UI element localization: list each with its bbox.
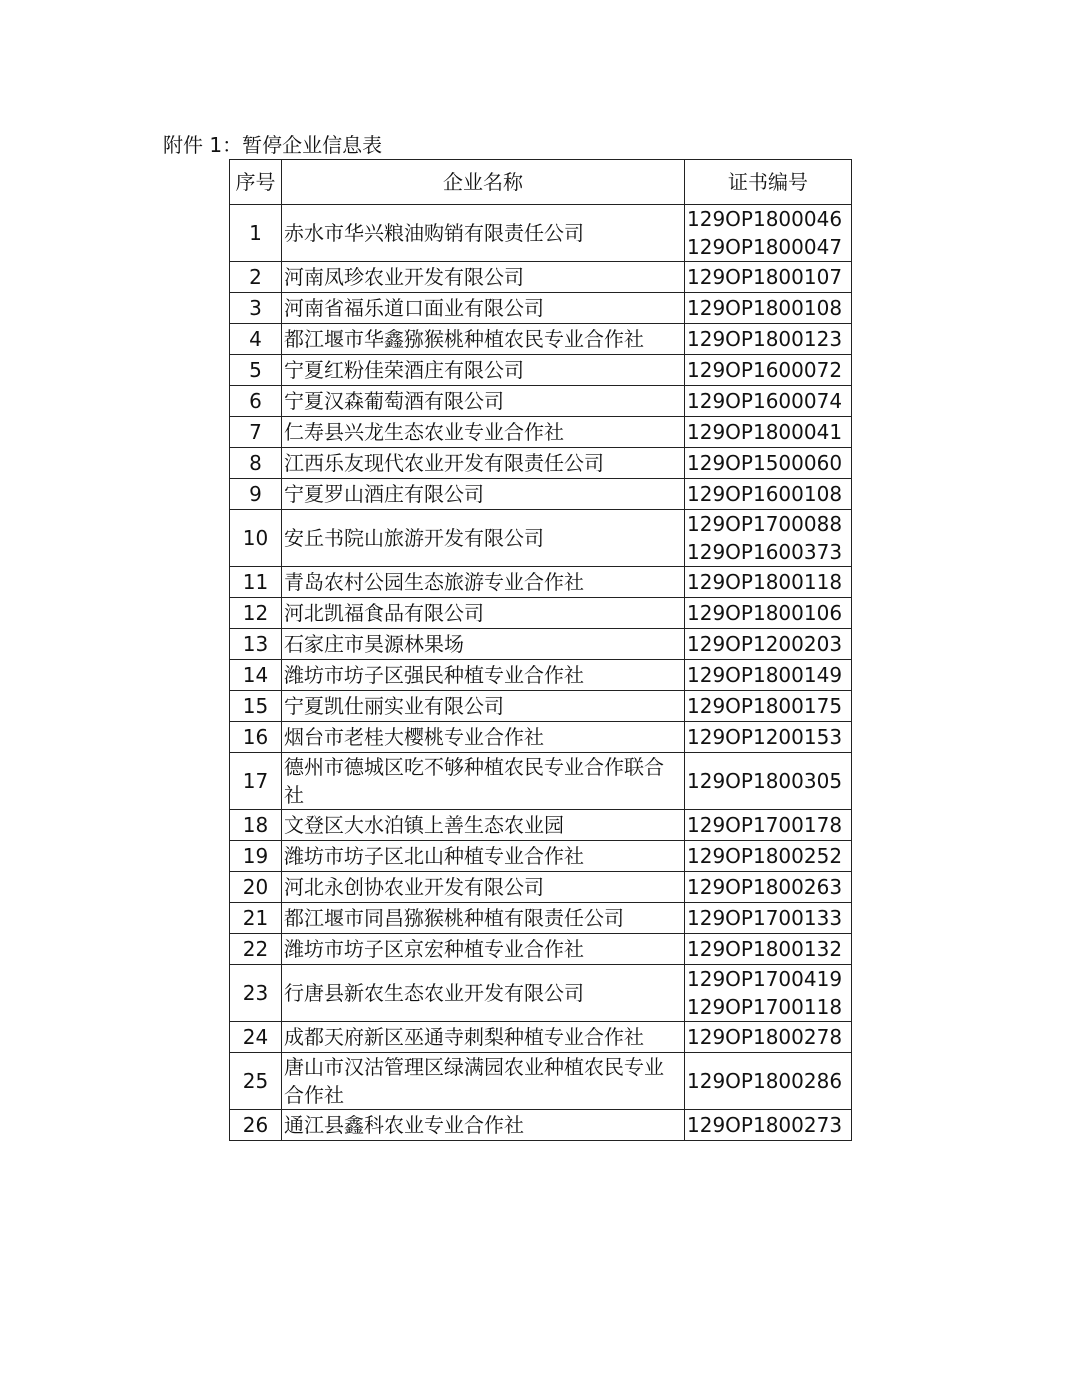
table-row xyxy=(230,753,852,810)
table-row xyxy=(230,629,852,660)
certificate-number: 129OP1700088 xyxy=(687,512,843,536)
row-number: 13 xyxy=(230,629,282,660)
table-row xyxy=(230,722,852,753)
row-number: 4 xyxy=(230,324,282,355)
header-name: 企业名称 xyxy=(282,160,685,205)
row-number: 7 xyxy=(230,417,282,448)
table-row xyxy=(230,934,852,965)
enterprise-name: 石家庄市昊源林果场 xyxy=(282,629,685,660)
certificate-cell xyxy=(685,1053,852,1110)
row-number: 14 xyxy=(230,660,282,691)
enterprise-name: 仁寿县兴龙生态农业专业合作社 xyxy=(282,417,685,448)
certificate-cell xyxy=(685,965,852,1022)
certificate-number: 129OP1600074 xyxy=(687,389,843,413)
table-row xyxy=(230,262,852,293)
enterprise-name: 河北凯福食品有限公司 xyxy=(282,598,685,629)
certificate-cell xyxy=(685,660,852,691)
table-row xyxy=(230,660,852,691)
certificate-cell xyxy=(685,722,852,753)
row-number: 5 xyxy=(230,355,282,386)
certificate-number: 129OP1600373 xyxy=(687,540,843,564)
enterprise-name: 唐山市汉沽管理区绿满园农业种植农民专业合作社 xyxy=(282,1053,685,1110)
enterprise-table xyxy=(229,159,852,1141)
certificate-number: 129OP1800175 xyxy=(687,694,843,718)
table-row xyxy=(230,386,852,417)
row-number: 1 xyxy=(230,205,282,262)
table-row xyxy=(230,965,852,1022)
row-number: 9 xyxy=(230,479,282,510)
table-body xyxy=(230,205,852,1141)
row-number: 12 xyxy=(230,598,282,629)
certificate-number: 129OP1800107 xyxy=(687,265,843,289)
enterprise-name: 宁夏汉森葡萄酒有限公司 xyxy=(282,386,685,417)
certificate-cell xyxy=(685,872,852,903)
row-number: 6 xyxy=(230,386,282,417)
certificate-cell xyxy=(685,262,852,293)
row-number: 21 xyxy=(230,903,282,934)
row-number: 25 xyxy=(230,1053,282,1110)
row-number: 11 xyxy=(230,567,282,598)
table-row xyxy=(230,691,852,722)
table-row xyxy=(230,324,852,355)
certificate-number: 129OP1800132 xyxy=(687,937,843,961)
enterprise-name: 文登区大水泊镇上善生态农业园 xyxy=(282,810,685,841)
row-number: 20 xyxy=(230,872,282,903)
table-header xyxy=(230,160,852,205)
row-number: 17 xyxy=(230,753,282,810)
enterprise-name: 潍坊市坊子区北山种植专业合作社 xyxy=(282,841,685,872)
certificate-number: 129OP1700118 xyxy=(687,995,843,1019)
enterprise-name: 行唐县新农生态农业开发有限公司 xyxy=(282,965,685,1022)
table-row xyxy=(230,567,852,598)
certificate-number: 129OP1600108 xyxy=(687,482,843,506)
enterprise-name: 宁夏罗山酒庄有限公司 xyxy=(282,479,685,510)
certificate-number: 129OP1800046 xyxy=(687,207,843,231)
enterprise-name: 潍坊市坊子区强民种植专业合作社 xyxy=(282,660,685,691)
certificate-number: 129OP1800108 xyxy=(687,296,843,320)
certificate-cell xyxy=(685,205,852,262)
row-number: 23 xyxy=(230,965,282,1022)
row-number: 26 xyxy=(230,1110,282,1141)
certificate-cell xyxy=(685,355,852,386)
certificate-number: 129OP1800149 xyxy=(687,663,843,687)
table-row xyxy=(230,903,852,934)
row-number: 15 xyxy=(230,691,282,722)
certificate-cell xyxy=(685,324,852,355)
table-row xyxy=(230,810,852,841)
certificate-number: 129OP1800252 xyxy=(687,844,843,868)
enterprise-name: 都江堰市华鑫猕猴桃种植农民专业合作社 xyxy=(282,324,685,355)
certificate-cell xyxy=(685,753,852,810)
certificate-cell xyxy=(685,841,852,872)
row-number: 18 xyxy=(230,810,282,841)
table-row xyxy=(230,479,852,510)
certificate-number: 129OP1800305 xyxy=(687,769,843,793)
enterprise-name: 潍坊市坊子区京宏种植专业合作社 xyxy=(282,934,685,965)
row-number: 8 xyxy=(230,448,282,479)
certificate-cell xyxy=(685,1022,852,1053)
enterprise-name: 宁夏凯仕丽实业有限公司 xyxy=(282,691,685,722)
enterprise-name: 河南凤珍农业开发有限公司 xyxy=(282,262,685,293)
table-row xyxy=(230,872,852,903)
certificate-number: 129OP1800041 xyxy=(687,420,843,444)
certificate-number: 129OP1800047 xyxy=(687,235,843,259)
header-row xyxy=(230,160,852,205)
table-row xyxy=(230,510,852,567)
certificate-number: 129OP1800123 xyxy=(687,327,843,351)
row-number: 24 xyxy=(230,1022,282,1053)
certificate-cell xyxy=(685,691,852,722)
certificate-number: 129OP1800106 xyxy=(687,601,843,625)
certificate-cell xyxy=(685,417,852,448)
enterprise-name: 安丘书院山旅游开发有限公司 xyxy=(282,510,685,567)
certificate-cell xyxy=(685,567,852,598)
row-number: 22 xyxy=(230,934,282,965)
table-row xyxy=(230,598,852,629)
row-number: 10 xyxy=(230,510,282,567)
certificate-cell xyxy=(685,934,852,965)
certificate-number: 129OP1500060 xyxy=(687,451,843,475)
table-row xyxy=(230,205,852,262)
table-row xyxy=(230,1022,852,1053)
certificate-cell xyxy=(685,810,852,841)
certificate-number: 129OP1200153 xyxy=(687,725,843,749)
certificate-cell xyxy=(685,293,852,324)
row-number: 3 xyxy=(230,293,282,324)
enterprise-name: 河北永创协农业开发有限公司 xyxy=(282,872,685,903)
row-number: 16 xyxy=(230,722,282,753)
row-number: 19 xyxy=(230,841,282,872)
certificate-cell xyxy=(685,903,852,934)
header-no: 序号 xyxy=(230,160,282,205)
certificate-cell xyxy=(685,386,852,417)
row-number: 2 xyxy=(230,262,282,293)
enterprise-name: 赤水市华兴粮油购销有限责任公司 xyxy=(282,205,685,262)
certificate-cell xyxy=(685,1110,852,1141)
certificate-number: 129OP1800118 xyxy=(687,570,843,594)
enterprise-name: 青岛农村公园生态旅游专业合作社 xyxy=(282,567,685,598)
enterprise-name: 德州市德城区吃不够种植农民专业合作联合社 xyxy=(282,753,685,810)
enterprise-name: 通江县鑫科农业专业合作社 xyxy=(282,1110,685,1141)
enterprise-name: 烟台市老桂大樱桃专业合作社 xyxy=(282,722,685,753)
table-row xyxy=(230,448,852,479)
table-row xyxy=(230,841,852,872)
table-row xyxy=(230,293,852,324)
certificate-cell xyxy=(685,510,852,567)
header-cert: 证书编号 xyxy=(685,160,852,205)
table-row xyxy=(230,1110,852,1141)
certificate-number: 129OP1600072 xyxy=(687,358,843,382)
table-row xyxy=(230,417,852,448)
certificate-number: 129OP1700178 xyxy=(687,813,843,837)
certificate-cell xyxy=(685,448,852,479)
table-row xyxy=(230,1053,852,1110)
certificate-cell xyxy=(685,598,852,629)
certificate-number: 129OP1800263 xyxy=(687,875,843,899)
enterprise-name: 河南省福乐道口面业有限公司 xyxy=(282,293,685,324)
certificate-number: 129OP1700419 xyxy=(687,967,843,991)
enterprise-name: 都江堰市同昌猕猴桃种植有限责任公司 xyxy=(282,903,685,934)
certificate-number: 129OP1800273 xyxy=(687,1113,843,1137)
enterprise-name: 宁夏红粉佳荣酒庄有限公司 xyxy=(282,355,685,386)
enterprise-name: 成都天府新区巫通寺刺梨种植专业合作社 xyxy=(282,1022,685,1053)
certificate-number: 129OP1800278 xyxy=(687,1025,843,1049)
certificate-number: 129OP1800286 xyxy=(687,1069,843,1093)
enterprise-name: 江西乐友现代农业开发有限责任公司 xyxy=(282,448,685,479)
certificate-number: 129OP1200203 xyxy=(687,632,843,656)
certificate-cell xyxy=(685,629,852,660)
certificate-cell xyxy=(685,479,852,510)
certificate-number: 129OP1700133 xyxy=(687,906,843,930)
page-title: 附件 1：暂停企业信息表 xyxy=(163,133,383,157)
table-row xyxy=(230,355,852,386)
